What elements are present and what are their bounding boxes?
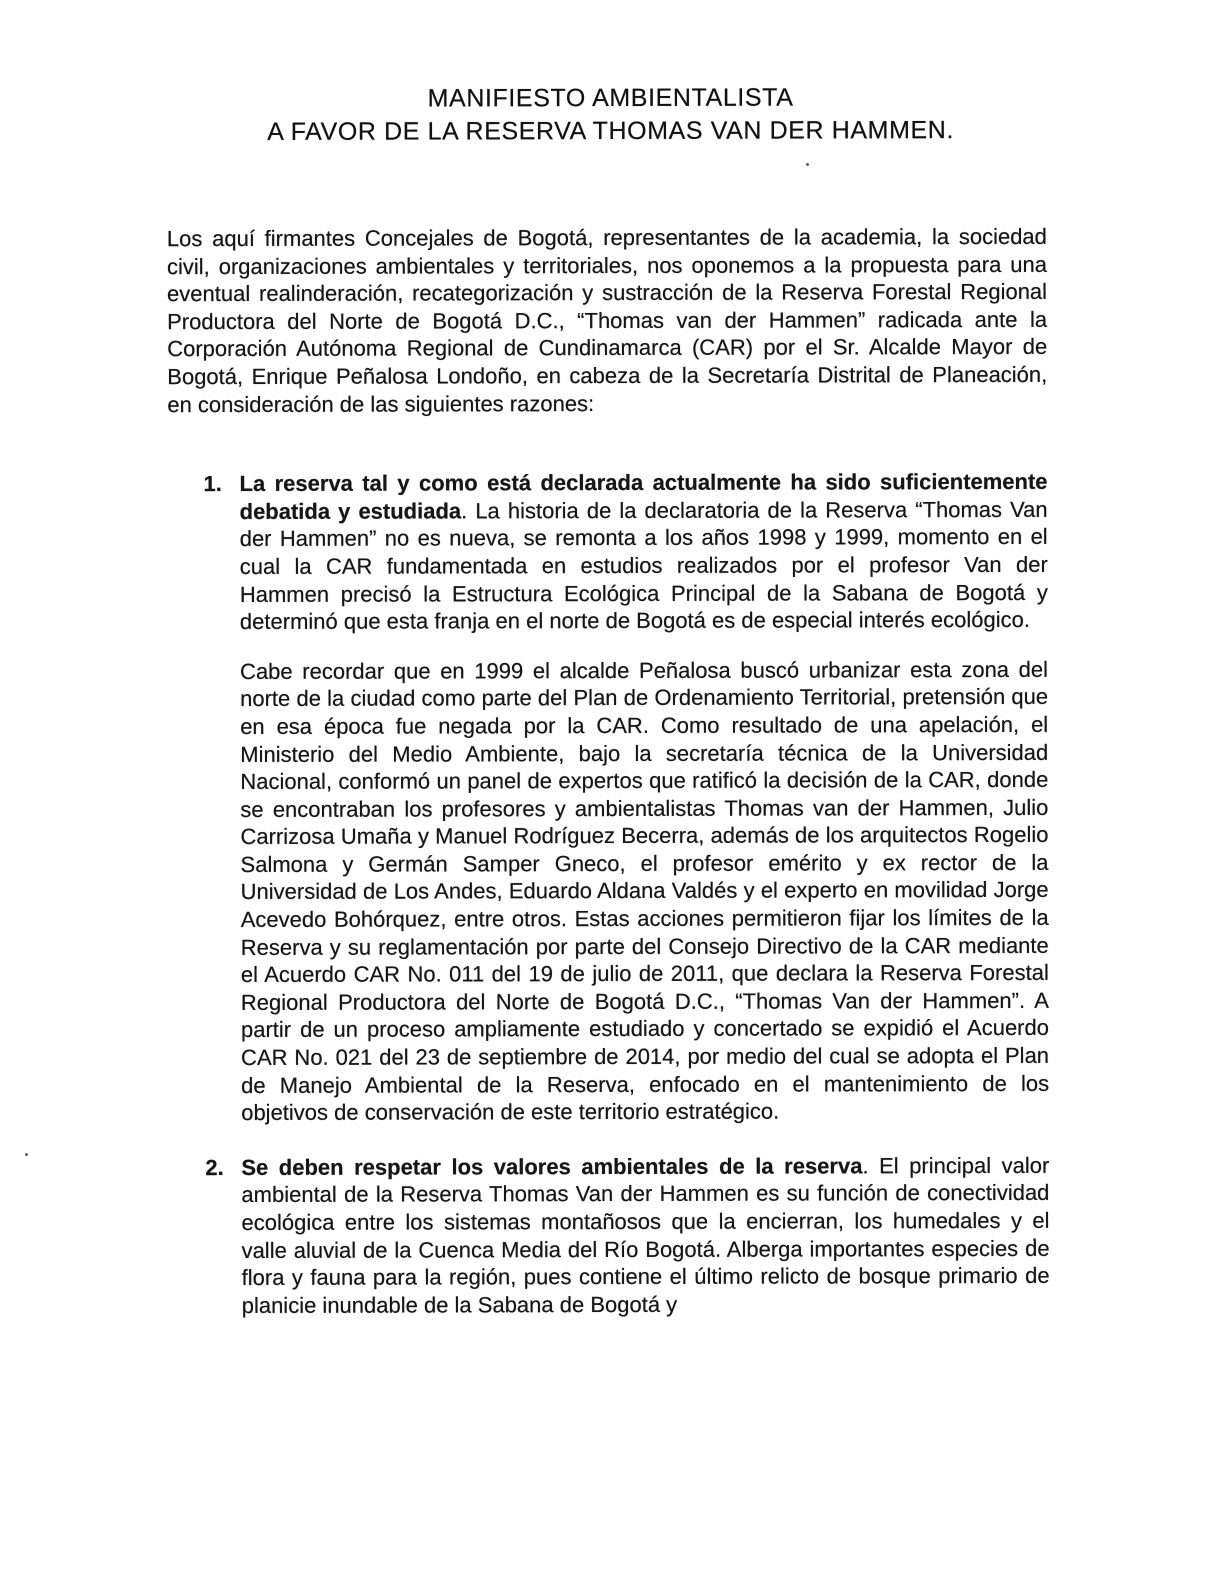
item-2-number: 2.: [205, 1154, 224, 1180]
item-1-number: 1.: [203, 471, 222, 497]
item-1-second-paragraph: Cabe recordar que en 1999 el alcalde Peñalosa buscó urbanizar esta zona del norte de la ciudad como parte del Plan de Ordenamiento Territorial, pretensión que en esa época fue negada por la CAR. Como resultado de una apelación, el Ministerio del Medio Ambiente, bajo la secretaría técnica de la Universidad Nacional, conformó un panel de expertos que ratificó la decisión de la CAR, donde se encontraban los profesores y ambientalistas Thomas van der Hammen, Julio Carrizosa Umaña y Manuel Rodríguez Becerra, además de los arquitectos Rogelio Salmona y Germán Samper Gneco, el profesor emérito y ex rector de la Universidad de Los Andes, Eduardo Aldana Valdés y el experto en movilidad Jorge Acevedo Bohórquez, entre otros. Estas acciones permitieron fijar los límites de la Reserva y su reglamentación por parte del Consejo Directivo de la CAR mediante el Acuerdo CAR No. 011 del 19 de julio de 2011, que declara la Reserva Forestal Regional Productora del Norte de Bogotá D.C., “Thomas Van der Hammen”. A partir de un proceso ampliamente estudiado y concertado se expidió el Acuerdo CAR No. 021 del 23 de septiembre de 2014, por medio del cual se adopta el Plan de Manejo Ambiental de la Reserva, enfocado en el mantenimiento de los objetivos de conservación de este territorio estratégico.: [239, 656, 1050, 1126]
item-2-lead-bold: Se deben respetar los valores ambientales de la reserva: [241, 1153, 863, 1180]
item-1-body: [240, 468, 1050, 1127]
item-2-lead-paragraph: [241, 1152, 1049, 1320]
item-1-lead-paragraph: [240, 468, 1048, 636]
list-item-1: [204, 468, 1224, 1127]
document-title-line-2: A FAVOR DE LA RESERVA THOMAS VAN DER HAMMEN.: [267, 116, 955, 146]
intro-paragraph: Los aquí firmantes Concejales de Bogotá, representantes de la academia, la sociedad civil, organizaciones ambientales y territoriales, nos oponemos a la propuesta para una eventual realinderación, recategorización y sustracción de la Reserva Forestal Regional Productora del Norte de Bogotá D.C., “Thomas van der Hammen” radicada ante la Corporación Autónoma Regional de Cundinamarca (CAR) por el Sr. Alcalde Mayor de Bogotá, Enrique Peñalosa Londoño, en cabeza de la Secretaría Distrital de Planeación, en consideración de las siguientes razones:: [166, 223, 1048, 417]
item-2-body: [241, 1152, 1049, 1320]
item-2-lead-rest: . El principal valor ambiental de la Reserva Thomas Van der Hammen es su función de conectividad ecológica entre los sistemas montañosos que la encierran, los humedales y el valle aluvial de la Cuenca Media del Río Bogotá. Alberga importantes especies de flora y fauna para la región, pues contiene el último relicto de bosque primario de planicie inundable de la Sabana de Bogotá y: [241, 1152, 1050, 1318]
item-1-lead-bold: La reserva tal y como está declarada actualmente ha sido suficientemente debatida y estudiada: [239, 469, 1048, 524]
document-title: [0, 80, 1223, 149]
document-title-line-1: MANIFIESTO AMBIENTALISTA: [427, 83, 794, 113]
list-item-2: [205, 1151, 1224, 1319]
item-1-lead-rest: . La historia de la declaratoria de la Reserva “Thomas Van der Hammen” no es nueva, se remonta a los años 1998 y 1999, momento en el cual la CAR fundamentada en estudios realizados por el profesor Van der Hammen precisó la Estructura Ecológica Principal de la Sabana de Bogotá y determinó que esta franja en el norte de Bogotá es de especial interés ecológico.: [239, 496, 1048, 635]
